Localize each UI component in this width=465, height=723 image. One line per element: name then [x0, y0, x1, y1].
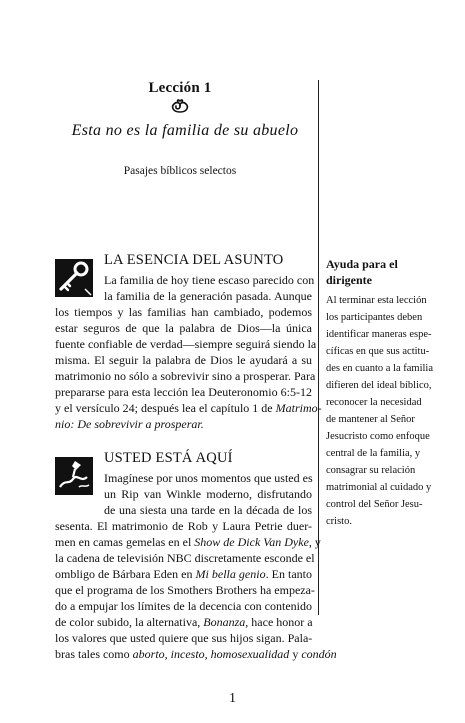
body-line: [55, 614, 312, 630]
page-number: 1: [229, 691, 236, 706]
show-title: Show de Dick Van Dyke: [194, 535, 309, 549]
sidebar-line: central de la familia, y: [326, 448, 421, 459]
body-text: de color subido, la alternativa,: [55, 615, 204, 629]
map-pin-icon: [55, 457, 93, 495]
body-text: men en camas gemelas en el: [55, 535, 195, 549]
sidebar-title: [326, 256, 398, 288]
body-line: do a empujar los límites de la decencia con contenido: [55, 599, 312, 613]
lesson-title: Lección 1: [148, 80, 212, 96]
sidebar-line: los participantes deben: [326, 312, 423, 323]
sidebar-line: de mantener al Señor: [326, 414, 415, 425]
body-line: matrimonio no sólo a sobrevivir sino a prosperar. Para: [55, 369, 316, 383]
ornament-icon: [169, 98, 191, 114]
section-heading-usted: USTED ESTÁ AQUÍ: [104, 450, 233, 466]
body-line: misma. El seguir la palabra de Dios le ayudará a su: [55, 353, 312, 367]
body-line: prepararse para esta lección lea Deuteronomio 6:5-12: [55, 385, 312, 399]
body-text: y: [289, 647, 302, 661]
body-line: un Rip van Winkle moderno, disfrutando: [104, 487, 312, 501]
show-title: Bonanza: [203, 615, 246, 629]
body-line: [55, 566, 312, 582]
body-text: ombligo de Bárbara Eden en: [55, 567, 196, 581]
emphasis-word: condón: [301, 647, 337, 661]
book-title: nio: De sobrevivir a prosperar.: [55, 417, 204, 431]
body-text: . En tanto: [265, 567, 313, 581]
emphasis-words: aborto, incesto, homosexualidad: [132, 647, 290, 661]
sidebar-line: matrimonial al cuidado y: [326, 482, 432, 493]
body-line: la familia de la generación pasada. Aunque: [104, 289, 312, 303]
sidebar-line: consagrar su relación: [326, 465, 416, 476]
body-line: La familia de hoy tiene escaso parecido con: [104, 273, 315, 287]
sidebar-line: Al terminar esta lección: [326, 295, 427, 306]
body-text: , hace honor a: [245, 615, 313, 629]
sidebar-line: identificar maneras espe-: [326, 329, 432, 340]
sidebar-title-line: Ayuda para el: [326, 257, 398, 271]
body-text: , y: [308, 535, 321, 549]
body-line: [55, 400, 322, 416]
body-line: Imagínese por unos momentos que usted es: [104, 471, 313, 485]
book-title: Matrimo-: [275, 401, 322, 415]
body-line: estar seguros de que la palabra de Dios—la única: [55, 321, 312, 335]
body-text: bras tales como: [55, 647, 133, 661]
body-line: la cadena de televisión NBC discretamente esconde el: [55, 551, 315, 565]
passages-label: Pasajes bíblicos selectos: [123, 165, 237, 177]
sidebar-line: cristo.: [326, 516, 352, 527]
section-heading-esencia: LA ESENCIA DEL ASUNTO: [104, 252, 284, 268]
sidebar-line: reconocer la necesidad: [326, 397, 422, 408]
sidebar-line: des en cuanto a la familia: [326, 363, 433, 374]
body-line: [55, 646, 337, 662]
body-line: sesenta. El matrimonio de Rob y Laura Petrie duer-: [55, 519, 312, 533]
body-line: de una siesta una tarde en la década de los: [104, 503, 312, 517]
body-line: [55, 534, 321, 550]
sidebar-line: cíficas en que sus actitu-: [326, 346, 430, 357]
body-line: fuente confiable de verdad—siempre seguirá siendo la: [55, 337, 317, 351]
body-line: que el programa de los Smothers Brothers ha empeza-: [55, 583, 315, 597]
show-title: Mi bella genio: [195, 567, 266, 581]
sidebar-title-line: dirigente: [326, 273, 372, 287]
key-icon: [55, 259, 93, 297]
sidebar-line: control del Señor Jesu-: [326, 499, 423, 510]
sidebar-line: difieren del ideal bíblico,: [326, 380, 432, 391]
body-text: y el versículo 24; después lea el capítulo 1 de: [55, 401, 276, 415]
lesson-subtitle: Esta no es la familia de su abuelo: [71, 122, 299, 139]
sidebar-line: Jesucristo como enfoque: [326, 431, 430, 442]
body-line: los tiempos y las familias han cambiado, podemos: [55, 305, 312, 319]
body-line: los valores que usted quiere que sus hijos sigan. Pala-: [55, 631, 313, 645]
